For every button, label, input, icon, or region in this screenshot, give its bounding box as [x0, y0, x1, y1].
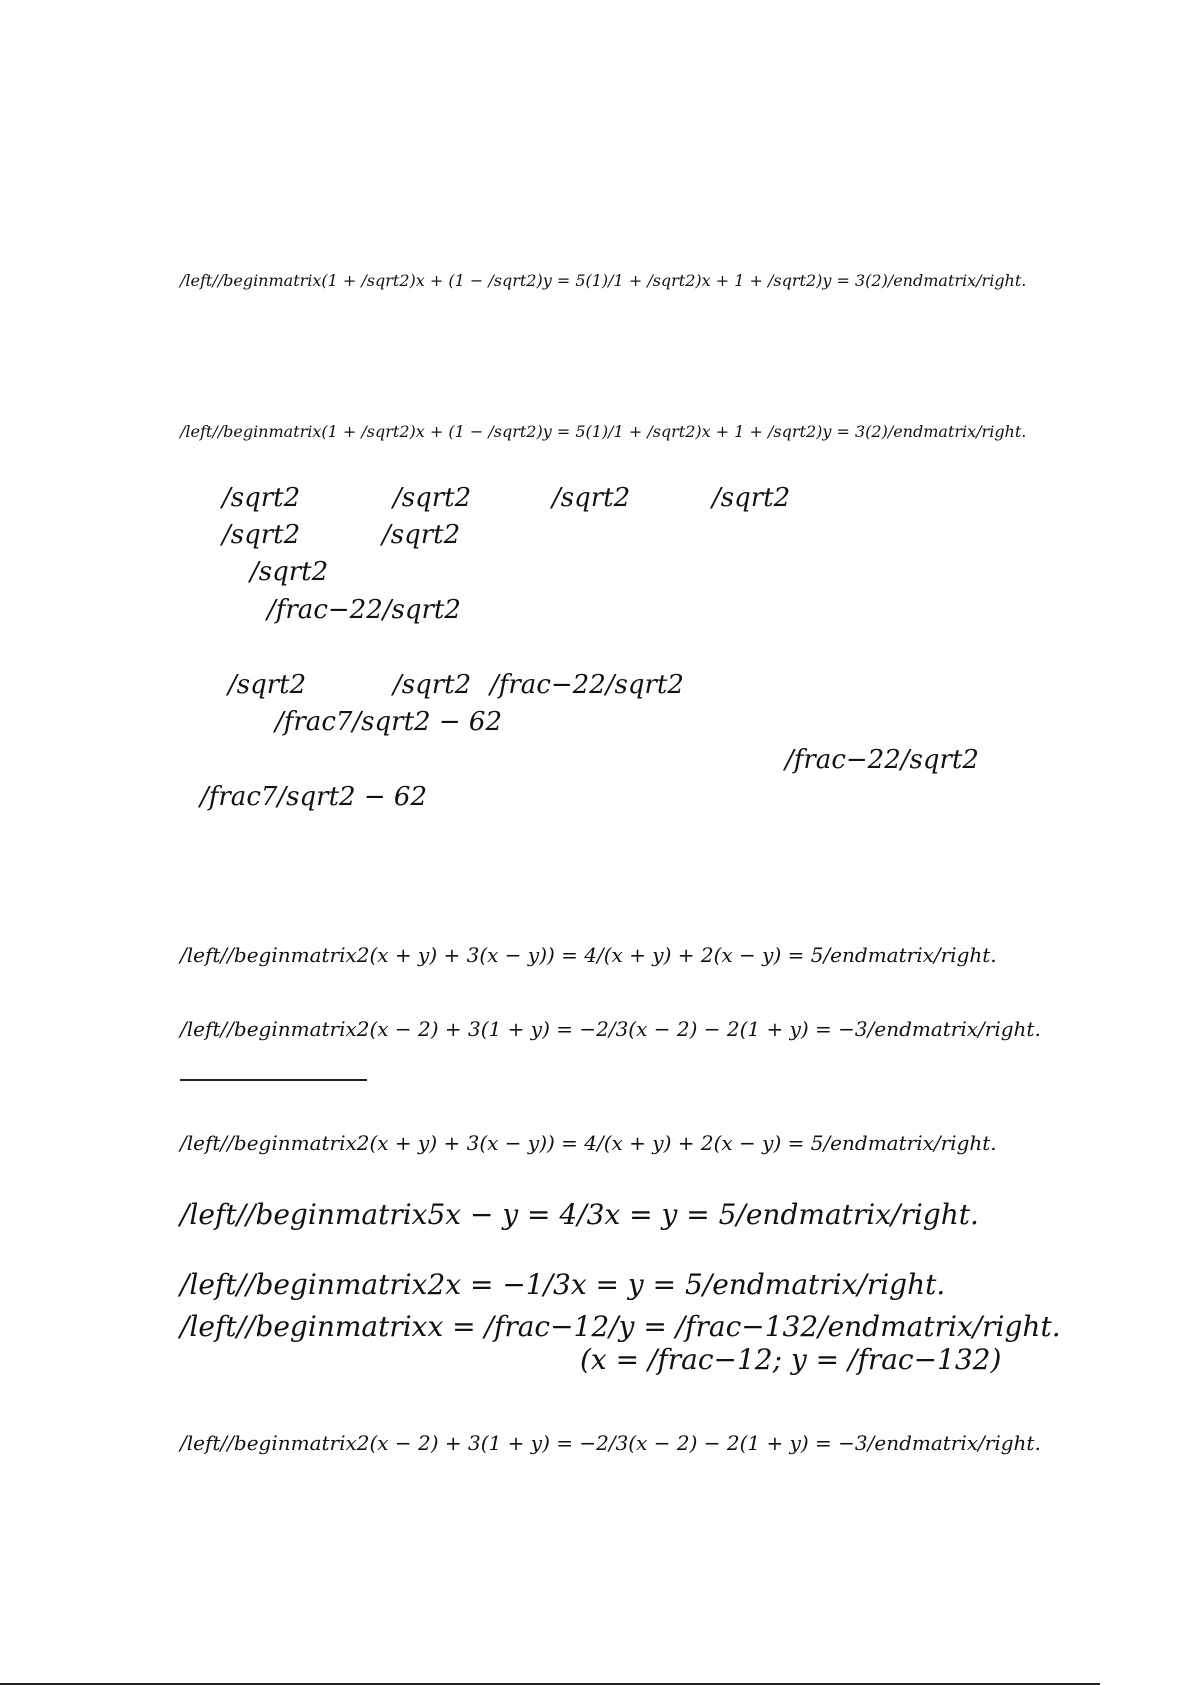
fragment-sqrt: /sqrt2 [228, 670, 307, 700]
system-equation-6: /left//beginmatrix5x − y = 4/3x = y = 5/endmatrix/right. [180, 1198, 979, 1231]
fragment-sqrt: /sqrt2 [222, 520, 301, 550]
fragment-frac: /frac−22/sqrt2 [785, 745, 979, 775]
fragment-sqrt: /sqrt2 [393, 483, 472, 513]
fragment-sqrt: /sqrt2 [382, 520, 461, 550]
fragment-sqrt: /sqrt2 [552, 483, 631, 513]
fragment-frac: /frac7/sqrt2 − 62 [200, 782, 427, 812]
fragment-frac: /frac7/sqrt2 − 62 [275, 707, 502, 737]
system-equation-1: /left//beginmatrix(1 + /sqrt2)x + (1 − /sqrt2)y = 5(1)/1 + /sqrt2)x + 1 + /sqrt2)y = 3(2)/endmatrix/right. [180, 271, 1027, 290]
solution-answer: (x = /frac−12; y = /frac−132) [580, 1343, 1002, 1376]
system-equation-7: /left//beginmatrix2x = −1/3x = y = 5/endmatrix/right. [180, 1268, 946, 1301]
fragment-frac: /frac−22/sqrt2 [490, 670, 684, 700]
system-equation-2: /left//beginmatrix(1 + /sqrt2)x + (1 − /sqrt2)y = 5(1)/1 + /sqrt2)x + 1 + /sqrt2)y = 3(2)/endmatrix/right. [180, 422, 1027, 441]
system-equation-8: /left//beginmatrixx = /frac−12/y = /frac−132/endmatrix/right. [180, 1310, 1061, 1343]
system-equation-5: /left//beginmatrix2(x + y) + 3(x − y)) = 4/(x + y) + 2(x − y) = 5/endmatrix/right. [180, 1131, 997, 1155]
system-equation-9: /left//beginmatrix2(x − 2) + 3(1 + y) = −2/3(x − 2) − 2(1 + y) = −3/endmatrix/right. [180, 1431, 1041, 1455]
fragment-sqrt: /sqrt2 [393, 670, 472, 700]
system-equation-4: /left//beginmatrix2(x − 2) + 3(1 + y) = −2/3(x − 2) − 2(1 + y) = −3/endmatrix/right. [180, 1017, 1041, 1041]
fragment-sqrt: /sqrt2 [250, 557, 329, 587]
fragment-sqrt: /sqrt2 [222, 483, 301, 513]
system-equation-3: /left//beginmatrix2(x + y) + 3(x − y)) = 4/(x + y) + 2(x − y) = 5/endmatrix/right. [180, 943, 997, 967]
section-divider [180, 1079, 367, 1081]
fragment-frac: /frac−22/sqrt2 [267, 595, 461, 625]
fragment-sqrt: /sqrt2 [712, 483, 791, 513]
